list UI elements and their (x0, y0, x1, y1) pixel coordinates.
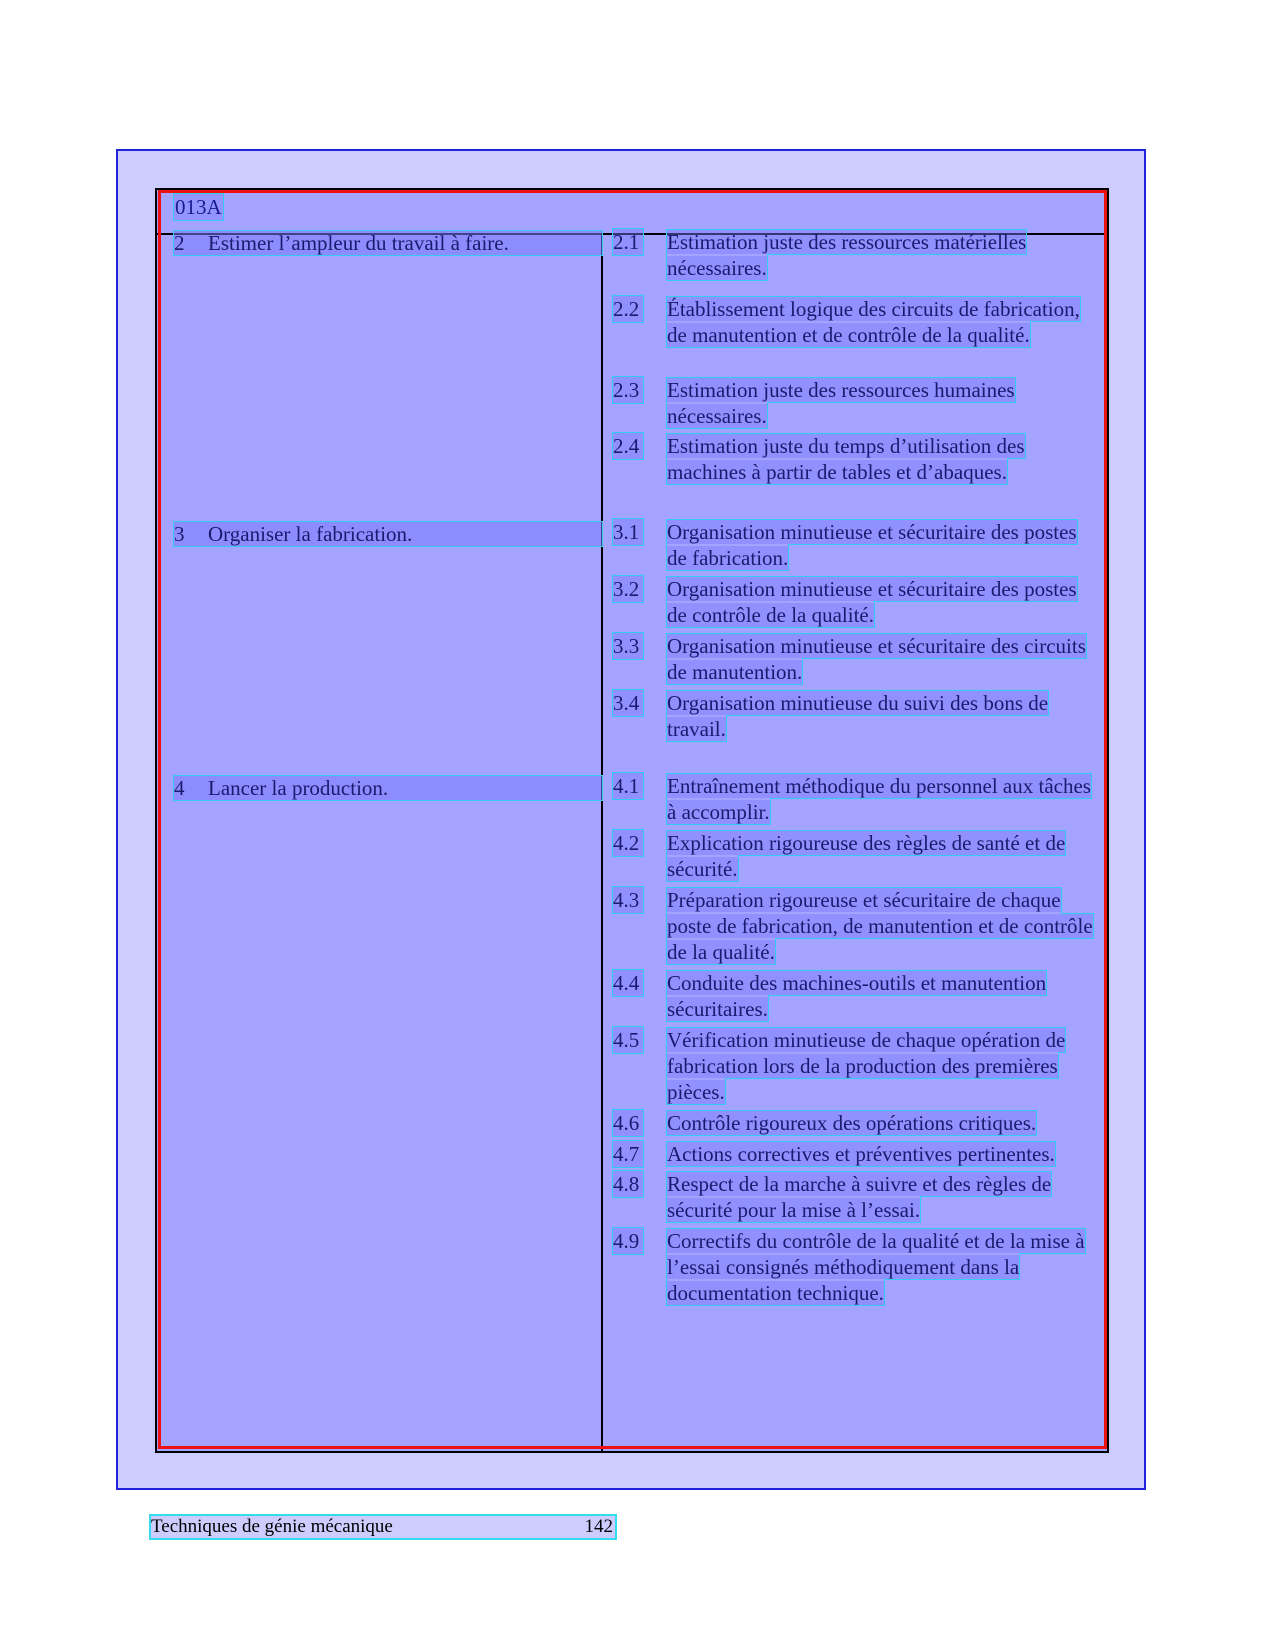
criterion-number: 3.4 (613, 690, 643, 716)
statement-text: Organiser la fabrication. (208, 522, 413, 546)
criterion-4-5 (613, 1027, 1093, 1105)
criterion-text: Préparation rigoureuse et sécuritaire de chaque poste de fabrication, de manutention et de contrôle de la qualité. (667, 888, 1093, 964)
criterion-4-3 (613, 887, 1093, 965)
criterion-text: Explication rigoureuse des règles de santé et de sécurité. (667, 831, 1066, 881)
statement-text: Estimer l’ampleur du travail à faire. (208, 231, 509, 255)
page-number: 142 (584, 1516, 613, 1537)
criterion-text: Correctifs du contrôle de la qualité et de la mise à l’essai consignés méthodiquement dans la documentation technique. (667, 1229, 1085, 1305)
competency-code: 013A (175, 195, 222, 219)
statement-number: 2 (174, 231, 185, 255)
criterion-2-2 (613, 296, 1093, 348)
criterion-3-3 (613, 633, 1093, 685)
footer-title: Techniques de génie mécanique (151, 1516, 393, 1537)
statement-text: Lancer la production. (208, 776, 389, 800)
criterion-number: 2.3 (613, 377, 643, 403)
criterion-text: Organisation minutieuse du suivi des bons de travail. (667, 691, 1049, 741)
criterion-4-6 (613, 1110, 1093, 1136)
criterion-4-1 (613, 773, 1093, 825)
criterion-text: Respect de la marche à suivre et des règles de sécurité pour la mise à l’essai. (667, 1172, 1052, 1222)
criterion-2-4 (613, 433, 1093, 485)
criterion-number: 4.6 (613, 1110, 643, 1136)
criterion-4-8 (613, 1171, 1093, 1223)
statement-number: 3 (174, 522, 185, 546)
criterion-4-2 (613, 830, 1093, 882)
criterion-2-1 (613, 229, 1093, 281)
criterion-4-4 (613, 970, 1093, 1022)
page-footer (151, 1516, 615, 1538)
statement-row-2 (174, 231, 602, 255)
criterion-number: 4.2 (613, 830, 643, 856)
criterion-number: 4.7 (613, 1141, 643, 1167)
criterion-number: 4.8 (613, 1171, 643, 1197)
criterion-number: 2.2 (613, 296, 643, 322)
criterion-number: 2.4 (613, 433, 643, 459)
criterion-3-1 (613, 519, 1093, 571)
criterion-text: Vérification minutieuse de chaque opération de fabrication lors de la production des premières pièces. (667, 1028, 1066, 1104)
column-divider (601, 235, 603, 1451)
criterion-number: 2.1 (613, 229, 643, 255)
criterion-3-4 (613, 690, 1093, 742)
criterion-number: 4.9 (613, 1228, 643, 1254)
criterion-3-2 (613, 576, 1093, 628)
criterion-text: Estimation juste des ressources humaines nécessaires. (667, 378, 1015, 428)
statement-number: 4 (174, 776, 185, 800)
statement-row-3 (174, 522, 602, 546)
criterion-4-7 (613, 1141, 1093, 1167)
criterion-text: Contrôle rigoureux des opérations critiques. (667, 1111, 1037, 1135)
criterion-number: 3.3 (613, 633, 643, 659)
criterion-text: Estimation juste des ressources matérielles nécessaires. (667, 230, 1027, 280)
criterion-text: Organisation minutieuse et sécuritaire des circuits de manutention. (667, 634, 1086, 684)
criterion-text: Organisation minutieuse et sécuritaire des postes de fabrication. (667, 520, 1077, 570)
criterion-text: Organisation minutieuse et sécuritaire des postes de contrôle de la qualité. (667, 577, 1077, 627)
criterion-number: 4.4 (613, 970, 643, 996)
criterion-number: 4.5 (613, 1027, 643, 1053)
criterion-text: Établissement logique des circuits de fabrication, de manutention et de contrôle de la qualité. (667, 297, 1080, 347)
criterion-text: Actions correctives et préventives pertinentes. (667, 1142, 1055, 1166)
criterion-number: 4.3 (613, 887, 643, 913)
criterion-number: 4.1 (613, 773, 643, 799)
criterion-4-9 (613, 1228, 1093, 1306)
criterion-text: Entraînement méthodique du personnel aux tâches à accomplir. (667, 774, 1091, 824)
statement-row-4 (174, 776, 602, 800)
criterion-number: 3.2 (613, 576, 643, 602)
criterion-text: Estimation juste du temps d’utilisation des machines à partir de tables et d’abaques. (667, 434, 1025, 484)
criterion-number: 3.1 (613, 519, 643, 545)
criterion-text: Conduite des machines-outils et manutention sécuritaires. (667, 971, 1047, 1021)
criterion-2-3 (613, 377, 1093, 429)
